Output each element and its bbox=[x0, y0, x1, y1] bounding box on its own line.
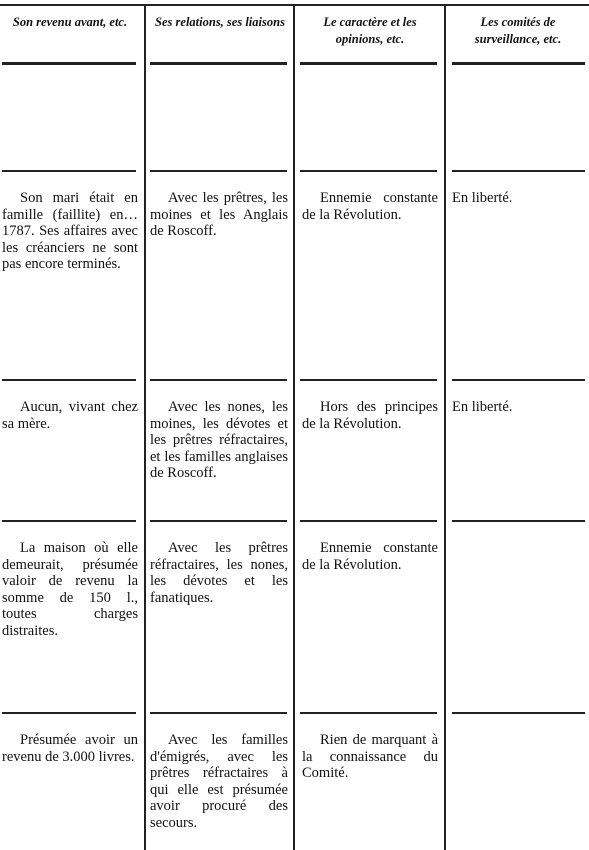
row-divider bbox=[2, 379, 136, 381]
row-2-relations: Avec les nones, les moines, les dévotes et les prêtres réfractaires, et les familles anglaises de Roscoff. bbox=[150, 399, 288, 481]
row-divider bbox=[452, 379, 585, 381]
header-relations: Ses relations, ses liaisons bbox=[155, 15, 285, 29]
row-1-caractere: Ennemie constante de la Révolution. bbox=[302, 190, 438, 223]
row-2-comites: En liberté. bbox=[452, 399, 513, 415]
row-3-revenu: La maison où elle demeurait, présumée valoir de revenu la somme de 150 l., toutes charges distraites. bbox=[2, 540, 138, 639]
row-divider bbox=[452, 520, 585, 522]
top-rule bbox=[0, 4, 589, 6]
row-divider bbox=[2, 170, 136, 172]
row-divider bbox=[300, 712, 437, 714]
column-divider bbox=[144, 4, 146, 850]
row-divider bbox=[150, 520, 287, 522]
row-2-revenu: Aucun, vivant chez sa mère. bbox=[2, 399, 138, 432]
row-2-caractere: Hors des principes de la Révolution. bbox=[302, 399, 438, 432]
header-rule bbox=[2, 62, 136, 65]
row-3-relations: Avec les prêtres réfractaires, les nones, les dévotes et les fanatiques. bbox=[150, 540, 288, 606]
row-divider bbox=[150, 379, 287, 381]
header-revenu: Son revenu avant, etc. bbox=[12, 15, 128, 29]
header-rule bbox=[150, 62, 287, 65]
row-divider bbox=[452, 170, 585, 172]
row-divider bbox=[452, 712, 585, 714]
header-rule bbox=[300, 62, 437, 65]
header-caractere: Le caractère et les opinions, etc. bbox=[323, 15, 417, 46]
row-3-caractere: Ennemie constante de la Révolution. bbox=[302, 540, 438, 573]
header-comites: Les comités de surveillance, etc. bbox=[474, 15, 562, 46]
row-1-revenu: Son mari était en famille (faillite) en… 1787. Ses affaires avec les créanciers ne sont pas encore terminés. bbox=[2, 190, 138, 272]
row-4-revenu: Présumée avoir un revenu de 3.000 livres. bbox=[2, 732, 138, 765]
row-divider bbox=[2, 520, 136, 522]
row-1-relations: Avec les prêtres, les moines et les Anglais de Roscoff. bbox=[150, 190, 288, 239]
row-divider bbox=[2, 712, 136, 714]
column-divider bbox=[444, 4, 446, 850]
row-1-comites: En liberté. bbox=[452, 190, 513, 206]
row-divider bbox=[150, 170, 287, 172]
column-divider bbox=[293, 4, 295, 850]
row-divider bbox=[300, 379, 437, 381]
row-divider bbox=[300, 170, 437, 172]
row-divider bbox=[300, 520, 437, 522]
row-4-caractere: Rien de marquant à la connaissance du Comité. bbox=[302, 732, 438, 781]
row-4-relations: Avec les familles d'émigrés, avec les prêtres réfractaires à qui elle est présumée avoir procuré des secours. bbox=[150, 732, 288, 831]
row-divider bbox=[150, 712, 287, 714]
header-rule bbox=[452, 62, 585, 65]
